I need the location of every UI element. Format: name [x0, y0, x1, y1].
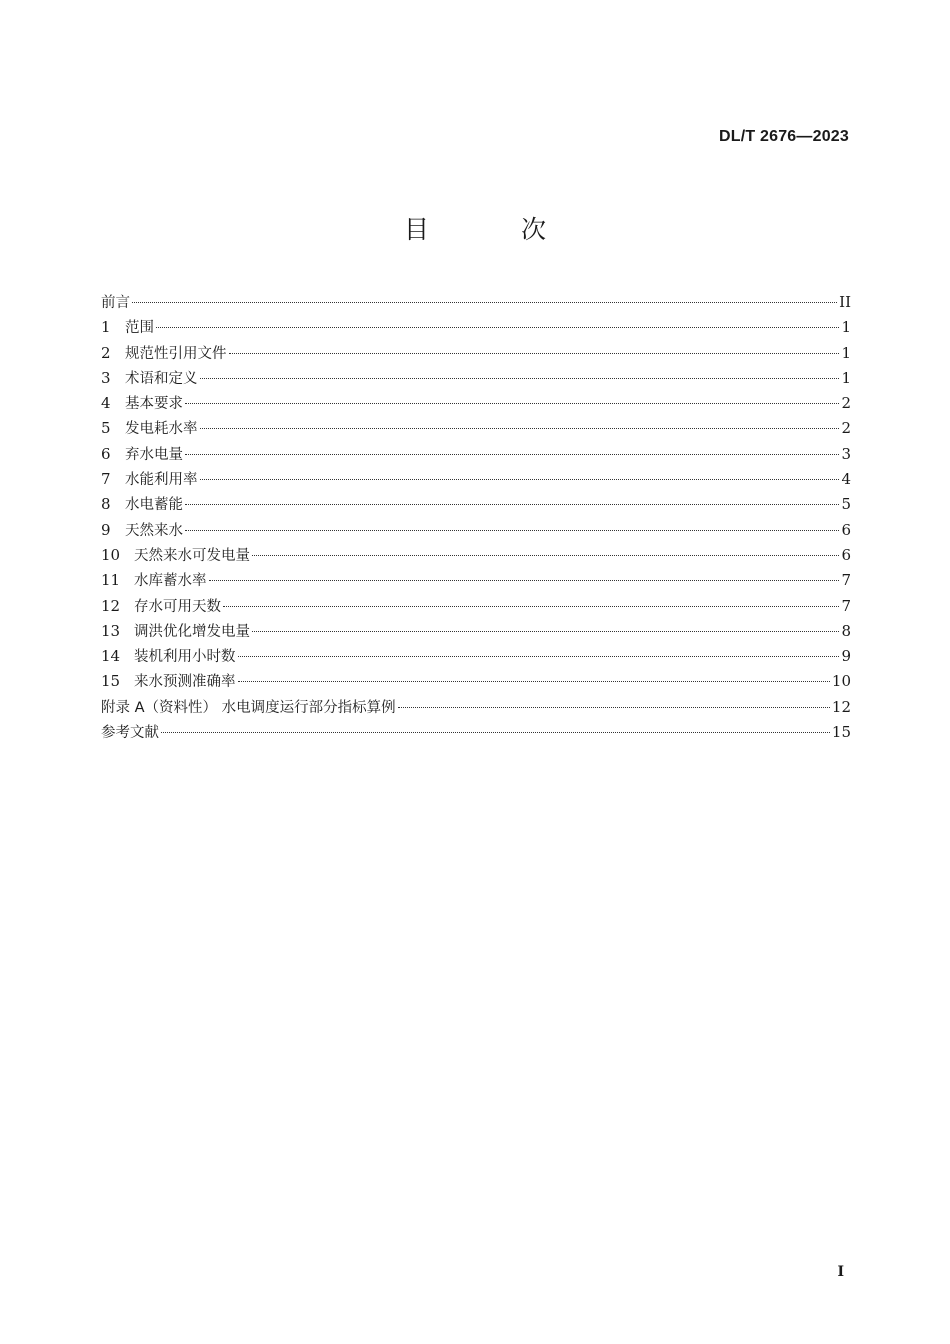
toc-entry-label: 弃水电量	[125, 446, 183, 463]
toc-entry[interactable]	[101, 416, 851, 441]
toc-entry[interactable]	[101, 492, 851, 517]
toc-entry-label: 参考文献	[101, 725, 159, 742]
toc-entry-page: 6	[841, 520, 851, 539]
toc-entry[interactable]	[101, 341, 851, 366]
toc-entry-page: 10	[831, 672, 851, 691]
toc-entry-page: 2	[841, 394, 851, 413]
toc-entry[interactable]	[101, 315, 851, 340]
toc-entry-label: 规范性引用文件	[125, 345, 227, 362]
toc-dot-leader	[185, 530, 839, 531]
toc-entry-number: 14	[101, 647, 121, 666]
toc-dot-leader	[229, 353, 840, 354]
toc-dot-leader	[398, 707, 830, 708]
toc-entry-page: 4	[841, 470, 851, 489]
toc-dot-leader	[238, 656, 840, 657]
toc-entry-page: 5	[841, 495, 851, 514]
toc-entry-label: 发电耗水率	[125, 421, 198, 438]
toc-entry-number: 8	[101, 495, 111, 514]
toc-entry-label: 调洪优化增发电量	[134, 623, 250, 640]
toc-entry[interactable]	[101, 518, 851, 543]
toc-entry-page: 7	[841, 596, 851, 615]
toc-entry-number: 3	[101, 368, 111, 387]
toc-entry[interactable]	[101, 695, 851, 720]
toc-entry-number: 11	[101, 571, 121, 590]
toc-entry-label: 水库蓄水率	[134, 573, 207, 590]
toc-dot-leader	[252, 631, 839, 632]
toc-entry[interactable]	[101, 644, 851, 669]
toc-entry-label: 装机利用小时数	[134, 649, 236, 666]
toc-entry-number: 1	[101, 318, 111, 337]
toc-entry-label: 范围	[125, 320, 154, 337]
toc-entry-number: 13	[101, 621, 121, 640]
toc-entry-number: 4	[101, 394, 111, 413]
toc-entry-page: 15	[831, 723, 851, 742]
toc-entry[interactable]	[101, 568, 851, 593]
toc-entry-label: 来水预测准确率	[134, 674, 236, 691]
toc-entry-page: 12	[831, 697, 851, 716]
toc-dot-leader	[252, 555, 839, 556]
toc-dot-leader	[223, 606, 839, 607]
toc-entry-number: 6	[101, 444, 111, 463]
toc-entry-number: 12	[101, 596, 121, 615]
toc-entry[interactable]	[101, 290, 851, 315]
toc-entry-label: 存水可用天数	[134, 598, 221, 615]
toc-dot-leader	[185, 454, 839, 455]
toc-entry-page: 1	[841, 343, 851, 362]
toc-entry-page: 7	[841, 571, 851, 590]
toc-entry[interactable]	[101, 669, 851, 694]
toc-entry-label: 天然来水	[125, 522, 183, 539]
toc-entry-page: 6	[841, 545, 851, 564]
toc-entry-label: 天然来水可发电量	[134, 547, 250, 564]
toc-entry-label: 附录 A（资料性） 水电调度运行部分指标算例	[101, 699, 396, 716]
toc-entry-number: 9	[101, 520, 111, 539]
toc-entry-label: 术语和定义	[125, 370, 198, 387]
toc-entry-label: 水能利用率	[125, 472, 198, 489]
toc-entry-page: II	[839, 293, 851, 311]
toc-entry-label: 基本要求	[125, 396, 183, 413]
toc-entry-page: 8	[841, 621, 851, 640]
toc-entry[interactable]	[101, 543, 851, 568]
toc-entry[interactable]	[101, 442, 851, 467]
toc-entry-number: 2	[101, 343, 111, 362]
toc-dot-leader	[156, 327, 839, 328]
table-of-contents	[101, 290, 851, 745]
toc-dot-leader	[200, 428, 840, 429]
toc-entry-number: 15	[101, 672, 121, 691]
toc-entry[interactable]	[101, 366, 851, 391]
toc-dot-leader	[209, 580, 840, 581]
toc-dot-leader	[200, 378, 840, 379]
toc-entry[interactable]	[101, 391, 851, 416]
toc-entry[interactable]	[101, 619, 851, 644]
toc-dot-leader	[132, 302, 837, 303]
toc-entry-label: 水电蓄能	[125, 497, 183, 514]
toc-entry-page: 1	[841, 318, 851, 337]
toc-entry-number: 5	[101, 419, 111, 438]
toc-dot-leader	[185, 403, 839, 404]
toc-entry-label: 前言	[101, 295, 130, 311]
toc-entry[interactable]	[101, 594, 851, 619]
page-number: I	[837, 1264, 844, 1280]
document-code: DL/T 2676—2023	[719, 128, 849, 145]
toc-entry-page: 9	[841, 647, 851, 666]
toc-title: 目 次	[404, 215, 588, 244]
toc-entry-page: 3	[841, 444, 851, 463]
toc-dot-leader	[161, 732, 830, 733]
toc-entry-number: 10	[101, 545, 121, 564]
toc-entry-number: 7	[101, 470, 111, 489]
toc-dot-leader	[238, 681, 830, 682]
toc-entry-page: 1	[841, 368, 851, 387]
toc-dot-leader	[200, 479, 840, 480]
toc-entry[interactable]	[101, 720, 851, 745]
toc-entry[interactable]	[101, 467, 851, 492]
toc-dot-leader	[185, 504, 839, 505]
toc-entry-page: 2	[841, 419, 851, 438]
